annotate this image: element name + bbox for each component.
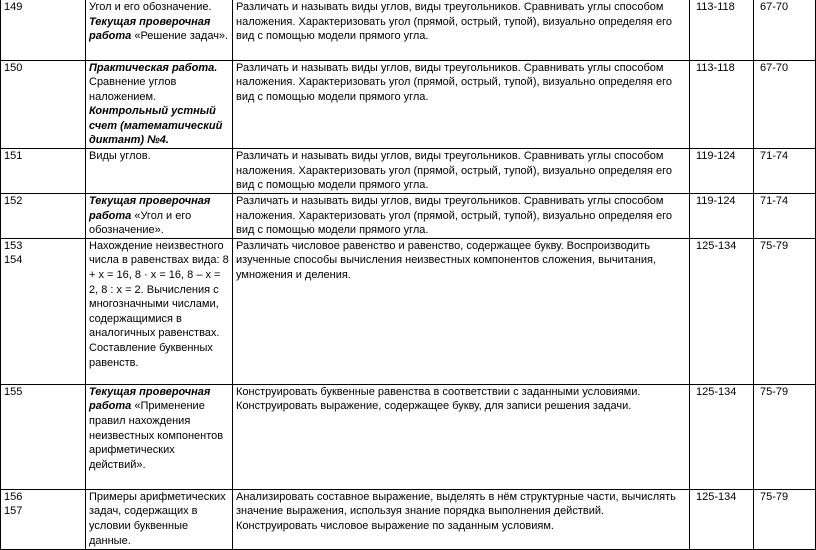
table-row: [1, 0, 816, 60]
lesson-topic: [86, 489, 233, 549]
workbook-pages: 75-79: [754, 384, 816, 489]
lesson-number: 152: [1, 194, 86, 239]
table-row: [1, 489, 816, 549]
workbook-pages: 67-70: [754, 0, 816, 60]
lesson-topic: [86, 194, 233, 239]
table-row: [1, 384, 816, 489]
topic-emphasis: Практическая работа.: [89, 61, 218, 74]
workbook-pages: 71-74: [754, 194, 816, 239]
topic-text: «Решение задач».: [131, 30, 229, 43]
table-row: [1, 194, 816, 239]
student-activities: Конструировать буквенные равенства в соответствии с заданными условиями. Конструировать выражение, содержащее букву, для записи решения задачи.: [233, 384, 690, 489]
table-row: [1, 238, 816, 384]
lesson-number: 155: [1, 384, 86, 489]
workbook-pages: 67-70: [754, 60, 816, 149]
lesson-number: 156 157: [1, 489, 86, 549]
lesson-number: 150: [1, 60, 86, 149]
textbook-pages: 119-124: [690, 194, 754, 239]
topic-text: «Угол и его обозначение».: [89, 209, 192, 237]
topic-text: Виды углов.: [89, 150, 151, 163]
textbook-pages: 125-134: [690, 489, 754, 549]
topic-emphasis: Текущая проверочная работа: [89, 15, 211, 43]
lesson-number: 153 154: [1, 238, 86, 384]
student-activities: Различать числовое равенство и равенство, содержащее букву. Воспроизводить изученные способы вычисления неизвестных компонентов сложения, вычитания, умножения и деления.: [233, 238, 690, 384]
textbook-pages: 113-118: [690, 60, 754, 149]
lesson-topic: [86, 0, 233, 60]
student-activities: Различать и называть виды углов, виды треугольников. Сравнивать углы способом наложения. Характеризовать угол (прямой, острый, тупой), визуально определяя его вид с помощью модели прямого угла.: [233, 149, 690, 194]
textbook-pages: 125-134: [690, 238, 754, 384]
student-activities: Различать и называть виды углов, виды треугольников. Сравнивать углы способом наложения. Характеризовать угол (прямой, острый, тупой), визуально определяя его вид с помощью модели прямого угла.: [233, 194, 690, 239]
lesson-topic: [86, 149, 233, 194]
table-row: [1, 149, 816, 194]
student-activities: Анализировать составное выражение, выделять в нём структурные части, вычислять значение выражения, используя знание порядка выполнения действий. Конструировать числовое выражение по заданным условиям.: [233, 489, 690, 549]
topic-text: Нахождение неизвестного числа в равенствах вида: 8 + x = 16, 8 · x = 16, 8 – x = 2, 8 : x = 2. Вычисления с многозначными числами, содержащимися в аналогичных равенствах. Составление буквенных равенств.: [89, 239, 229, 369]
lesson-topic: [86, 384, 233, 489]
topic-emphasis: Текущая проверочная работа: [89, 195, 211, 222]
textbook-pages: 119-124: [690, 149, 754, 194]
textbook-pages: 125-134: [690, 384, 754, 489]
lesson-number: 149: [1, 0, 86, 60]
topic-emphasis: Текущая проверочная работа: [89, 385, 211, 413]
topic-text: «Применение правил нахождения неизвестных компонентов арифметических действий».: [89, 400, 224, 471]
lesson-topic: [86, 60, 233, 149]
workbook-pages: 75-79: [754, 489, 816, 549]
lesson-topic: [86, 238, 233, 384]
workbook-pages: 71-74: [754, 149, 816, 194]
table-row: [1, 60, 816, 149]
lesson-number: 151: [1, 149, 86, 194]
textbook-pages: 113-118: [690, 0, 754, 60]
topic-text: Сравнение углов наложением.: [89, 76, 177, 103]
student-activities: Различать и называть виды углов, виды треугольников. Сравнивать углы способом наложения. Характеризовать угол (прямой, острый, тупой), визуально определяя его вид с помощью модели прямого угла.: [233, 0, 690, 60]
workbook-pages: 75-79: [754, 238, 816, 384]
student-activities: Различать и называть виды углов, виды треугольников. Сравнивать углы способом наложения. Характеризовать угол (прямой, острый, тупой), визуально определяя его вид с помощью модели прямого угла.: [233, 60, 690, 149]
topic-emphasis: Контрольный устный счет (математический диктант) №4.: [89, 105, 223, 147]
topic-text: Примеры арифметических задач, содержащих в условии буквенные данные.: [89, 490, 226, 547]
topic-text: Угол и его обозначение.: [89, 1, 212, 13]
